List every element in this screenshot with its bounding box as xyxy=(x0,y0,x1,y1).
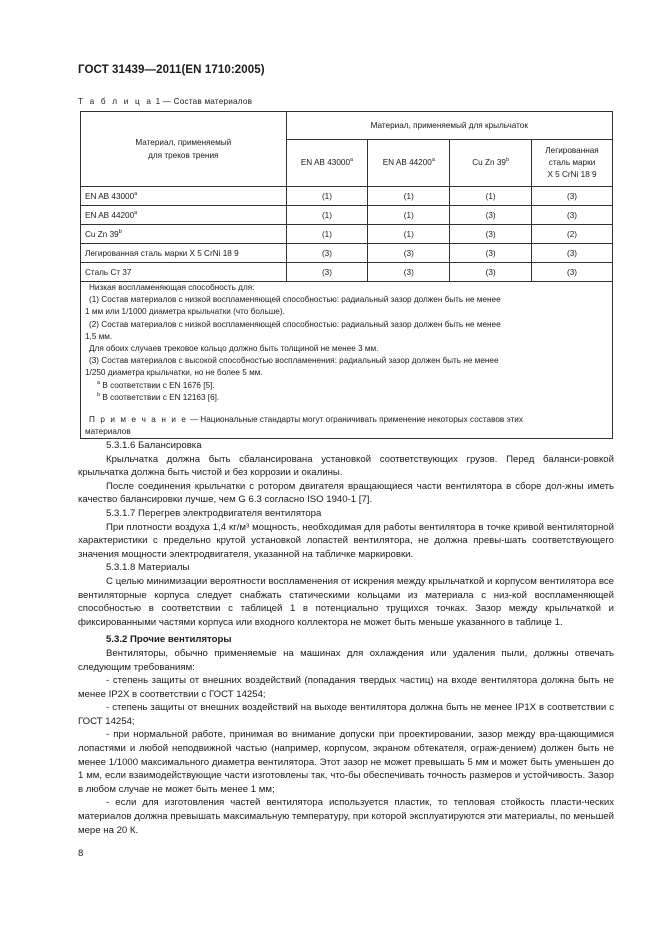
table-cell: (3) xyxy=(450,206,532,225)
column-header: Cu Zn 39$^b$ xyxy=(450,140,532,187)
table-cell: (1) xyxy=(286,225,368,244)
table-cell: (3) xyxy=(532,263,613,282)
note-line: 1/250 диаметра крыльчатки, но не более 5 мм. xyxy=(85,368,263,378)
note-line: Низкая воспламеняющая способность для: xyxy=(89,283,255,292)
table-cell: (1) xyxy=(286,206,368,225)
row-label: Сталь Ст 37 xyxy=(81,263,287,282)
materials-table xyxy=(80,111,613,439)
paragraph: При плотности воздуха 1,4 кг/м³ мощность, необходимая для работы вентилятора в точке кривой вентиляторной характеристики с предельно крутой установкой лопастей вентилятора, не должна превы-шать соответствующего значения мощности электродвигателя, указанной на табличке маркировки. xyxy=(78,521,614,560)
table-cell: (3) xyxy=(532,206,613,225)
table-cell: (3) xyxy=(450,244,532,263)
table-cell: (1) xyxy=(450,187,532,206)
paragraph: С целью минимизации вероятности воспламенения от искрения между крыльчаткой и корпусом вентилятора все вентиляторные корпуса следует снабжать статическими кольцами из материала с низ-кой воспламеняющей способностью в соответствии с таблицей 1 в потенциально трущихся точках. Зазор между крыльчаткой и фиксированными частями корпуса или входного коллектора не может быть меньше указанного в таблице 1. xyxy=(78,575,614,628)
footnote-a: $^a$ В соответствии с EN 1676 [5]. xyxy=(97,379,215,390)
table-note: П р и м е ч а н и е — Национальные стандарты могут ограничивать применение некоторых составов этих xyxy=(89,415,523,425)
friction-track-material-header: Материал, применяемый для треков трения xyxy=(81,112,287,187)
note-line: 1,5 мм. xyxy=(85,331,113,341)
table-cell: (3) xyxy=(450,263,532,282)
table-cell: (3) xyxy=(368,263,450,282)
note-line: Для обоих случаев трековое кольцо должно быть толщиной не менее 3 мм. xyxy=(89,344,379,354)
table-row xyxy=(81,187,613,206)
column-header: EN AB 43000$^a$ xyxy=(286,140,368,187)
table-cell: (2) xyxy=(532,225,613,244)
note-line: (2) Состав материалов с низкой воспламеняющей способностью: радиальный зазор должен быть не менее xyxy=(89,319,501,329)
table-cell: (3) xyxy=(368,244,450,263)
table-cell: (1) xyxy=(368,225,450,244)
column-header: Легированная сталь марки X 5 CrNi 18 9 xyxy=(532,140,613,187)
row-label: Cu Zn 39$^b$ xyxy=(81,225,287,244)
row-label: Легированная сталь марки X 5 CrNi 18 9 xyxy=(81,244,287,263)
list-item: - при нормальной работе, принимая во внимание допуски при проектировании, зазор между вра-щающимися лопастями и любой неподвижной частью (например, корпусом, экраном обтекателя, ограж-дением) должен быть не менее 1/1000 максимального диаметра вентилятора. Этот зазор не может превышать 5 мм и может быть уменьшен до 1 мм, если взаимодействующие части изготовлены так, что-бы обеспечивать точность размеров и устойчивость. Зазор в любом случае не может быть менее 1 мм; xyxy=(78,729,614,795)
list-item: - если для изготовления частей вентилятора используется пластик, то тепловая стойкость пласти-ческих материалов должна превышать максимальную температуру, при которой эксплуатируются эти материалы, по меньшей мере на 20 К. xyxy=(78,797,614,836)
table-row xyxy=(81,244,613,263)
table-cell: (3) xyxy=(532,187,613,206)
table-notes xyxy=(81,282,613,439)
page-number: 8 xyxy=(78,848,84,859)
paragraph: После соединения крыльчатки с ротором двигателя вращающиеся части вентилятора в сборе дол-жны иметь качество балансировки лучше, чем G 6.3 согласно ISO 1940-1 [7]. xyxy=(78,480,614,506)
table-cell: (1) xyxy=(368,206,450,225)
note-line: (3) Состав материалов с высокой способностью воспламенения: радиальный зазор должен быть не менее xyxy=(89,356,499,366)
table-caption: Т а б л и ц а 1 — Состав материалов xyxy=(78,97,253,106)
table-cell: (1) xyxy=(368,187,450,206)
list-item: - степень защиты от внешних воздействий на выходе вентилятора должна быть не менее IP1X в соответствии с ГОСТ 14254; xyxy=(78,702,614,727)
table-cell: (3) xyxy=(450,225,532,244)
list-item: - степень защиты от внешних воздействий (попадания твердых частиц) на входе вентилятора должна быть не менее IP2X в соответствии с ГОСТ 14254; xyxy=(78,675,614,700)
table-cell: (3) xyxy=(532,244,613,263)
body-text xyxy=(78,439,614,837)
note-line: 1 мм или 1/1000 диаметра крыльчатки (что больше). xyxy=(85,307,285,317)
section-heading: 5.3.2 Прочие вентиляторы xyxy=(106,634,232,646)
table-note-continuation: материалов xyxy=(85,427,131,437)
table-cell: (1) xyxy=(286,187,368,206)
document-header: ГОСТ 31439—2011(EN 1710:2005) xyxy=(78,64,265,76)
paragraph: Вентиляторы, обычно применяемые на машинах для охлаждения или удаления пыли, должны отвечать следующим требованиям: xyxy=(78,647,614,673)
section-heading: 5.3.1.6 Балансировка xyxy=(106,440,202,451)
row-label: EN AB 43000$^a$ xyxy=(81,187,287,206)
table-cell: (3) xyxy=(286,244,368,263)
column-header: EN AB 44200$^a$ xyxy=(368,140,450,187)
section-heading: 5.3.1.7 Перегрев электродвигателя вентилятора xyxy=(106,507,322,519)
table-cell: (3) xyxy=(286,263,368,282)
note-line: (1) Состав материалов с низкой воспламеняющей способностью: радиальный зазор должен быть не менее xyxy=(89,295,501,305)
table-row xyxy=(81,263,613,282)
row-label: EN AB 44200$^a$ xyxy=(81,206,287,225)
table-row xyxy=(81,225,613,244)
footnote-b: $^b$ В соответствии с EN 12163 [6]. xyxy=(97,391,220,402)
paragraph: Крыльчатка должна быть сбалансирована установкой соответствующих грузов. Перед баланси-ровкой крыльчатка должна быть чистой и без коррозии и окалины. xyxy=(78,453,614,479)
table-row xyxy=(81,206,613,225)
impeller-material-header: Материал, применяемый для крыльчаток xyxy=(286,112,612,140)
section-heading: 5.3.1.8 Материалы xyxy=(106,562,190,574)
